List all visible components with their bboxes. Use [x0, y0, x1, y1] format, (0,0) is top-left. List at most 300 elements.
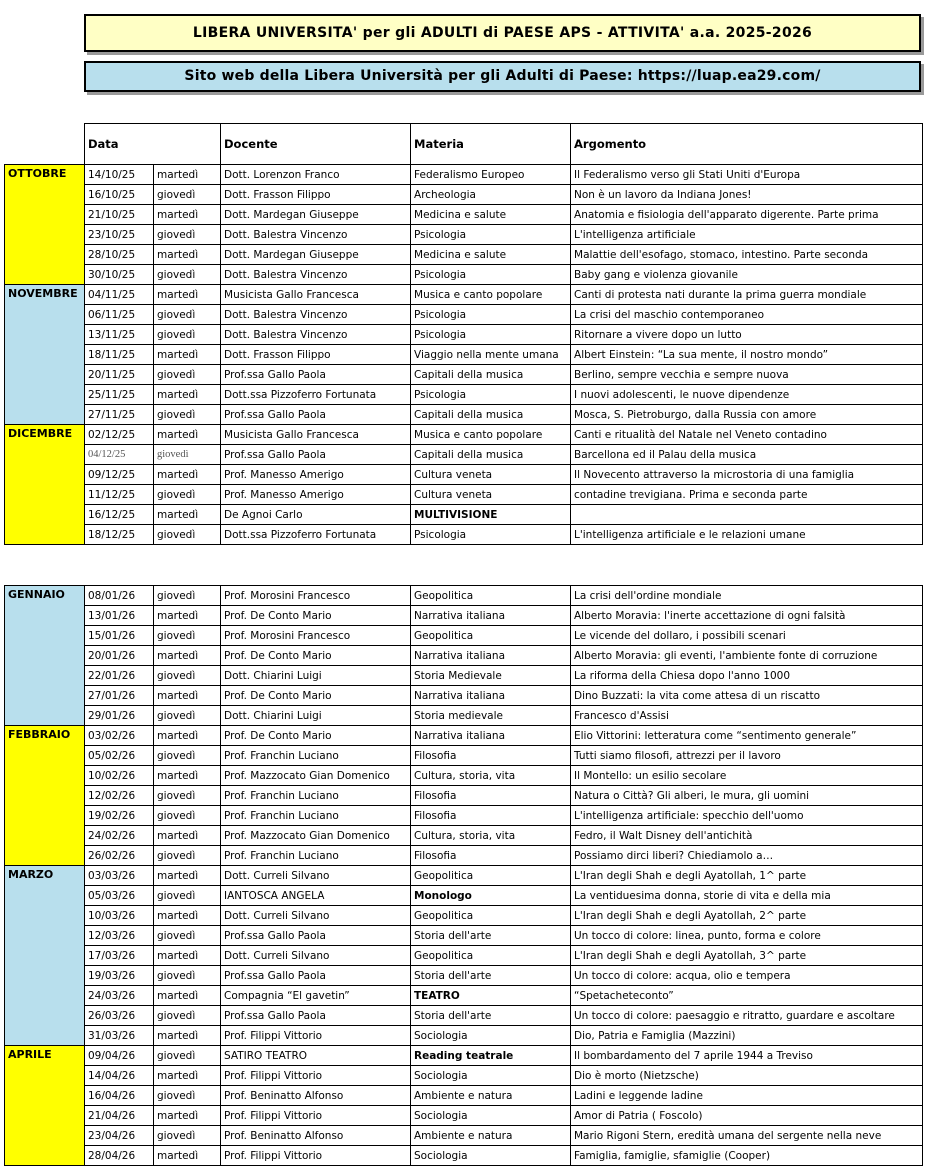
column-header-materia: Materia — [411, 124, 571, 165]
subject-cell: Federalismo Europeo — [411, 165, 571, 185]
table-row — [5, 806, 923, 826]
topic-cell: Canti e ritualità del Natale nel Veneto contadino — [571, 425, 923, 445]
subject-cell: Narrativa italiana — [411, 726, 571, 746]
teacher-cell: Prof. Filippi Vittorio — [221, 1026, 411, 1046]
date-cell: 19/03/26 — [85, 966, 154, 986]
topic-cell: Ladini e leggende ladine — [571, 1086, 923, 1106]
subject-cell: MULTIVISIONE — [411, 505, 571, 525]
subject-cell: Storia Medievale — [411, 666, 571, 686]
topic-cell: Dio è morto (Nietzsche) — [571, 1066, 923, 1086]
teacher-cell: Dott. Balestra Vincenzo — [221, 305, 411, 325]
subject-cell: Medicina e salute — [411, 245, 571, 265]
table-row — [5, 1026, 923, 1046]
teacher-cell: Prof. De Conto Mario — [221, 606, 411, 626]
month-label-novembre: NOVEMBRE — [5, 285, 85, 425]
subject-cell: Cultura, storia, vita — [411, 826, 571, 846]
weekday-cell: giovedì — [154, 525, 221, 545]
teacher-cell: Dott. Frasson Filippo — [221, 185, 411, 205]
subject-cell: Psicologia — [411, 385, 571, 405]
table-row — [5, 1146, 923, 1166]
date-cell: 03/03/26 — [85, 866, 154, 886]
column-header-data: Data — [85, 124, 221, 165]
date-cell: 14/10/25 — [85, 165, 154, 185]
teacher-cell: Dott. Balestra Vincenzo — [221, 325, 411, 345]
subject-cell: Filosofia — [411, 806, 571, 826]
table-row — [5, 1126, 923, 1146]
teacher-cell: Prof.ssa Gallo Paola — [221, 966, 411, 986]
date-cell: 20/11/25 — [85, 365, 154, 385]
topic-cell: contadine trevigiana. Prima e seconda parte — [571, 485, 923, 505]
topic-cell: Un tocco di colore: paesaggio e ritratto, guardare e ascoltare — [571, 1006, 923, 1026]
table-row — [5, 185, 923, 205]
date-cell: 23/04/26 — [85, 1126, 154, 1146]
weekday-cell: giovedì — [154, 926, 221, 946]
date-cell: 18/12/25 — [85, 525, 154, 545]
weekday-cell: martedì — [154, 205, 221, 225]
subject-cell: Psicologia — [411, 225, 571, 245]
weekday-cell: martedì — [154, 345, 221, 365]
topic-cell: Anatomia e fisiologia dell'apparato digerente. Parte prima — [571, 205, 923, 225]
weekday-cell: martedì — [154, 1106, 221, 1126]
column-header-argomento: Argomento — [571, 124, 923, 165]
schedule-table-autumn — [4, 123, 923, 545]
topic-cell: La crisi del maschio contemporaneo — [571, 305, 923, 325]
table-row — [5, 1086, 923, 1106]
weekday-cell: giovedì — [154, 305, 221, 325]
teacher-cell: Prof.ssa Gallo Paola — [221, 445, 411, 465]
subject-cell: Sociologia — [411, 1066, 571, 1086]
teacher-cell: Prof. De Conto Mario — [221, 726, 411, 746]
weekday-cell: martedì — [154, 1026, 221, 1046]
date-cell: 25/11/25 — [85, 385, 154, 405]
date-cell: 11/12/25 — [85, 485, 154, 505]
subject-cell: Narrativa italiana — [411, 606, 571, 626]
date-cell: 12/03/26 — [85, 926, 154, 946]
subject-cell: Ambiente e natura — [411, 1086, 571, 1106]
table-row — [5, 646, 923, 666]
teacher-cell: Prof. Franchin Luciano — [221, 806, 411, 826]
subject-cell: Musica e canto popolare — [411, 285, 571, 305]
topic-cell: L'Iran degli Shah e degli Ayatollah, 3^ parte — [571, 946, 923, 966]
date-cell: 05/02/26 — [85, 746, 154, 766]
topic-cell: Dino Buzzati: la vita come attesa di un riscatto — [571, 686, 923, 706]
table-row — [5, 946, 923, 966]
teacher-cell: IANTOSCA ANGELA — [221, 886, 411, 906]
subject-cell: Psicologia — [411, 325, 571, 345]
topic-cell: Le vicende del dollaro, i possibili scenari — [571, 626, 923, 646]
table-row — [5, 245, 923, 265]
table-row — [5, 686, 923, 706]
topic-cell: Mosca, S. Pietroburgo, dalla Russia con amore — [571, 405, 923, 425]
weekday-cell: giovedì — [154, 586, 221, 606]
topic-cell: L'Iran degli Shah e degli Ayatollah, 2^ parte — [571, 906, 923, 926]
weekday-cell: martedì — [154, 165, 221, 185]
weekday-cell: martedì — [154, 646, 221, 666]
month-label-dicembre: DICEMBRE — [5, 425, 85, 545]
weekday-cell: martedì — [154, 946, 221, 966]
weekday-cell: martedì — [154, 986, 221, 1006]
table-row — [5, 1106, 923, 1126]
teacher-cell: Dott. Balestra Vincenzo — [221, 265, 411, 285]
weekday-cell: giovedì — [154, 445, 221, 465]
date-cell: 15/01/26 — [85, 626, 154, 646]
topic-cell: Barcellona ed il Palau della musica — [571, 445, 923, 465]
weekday-cell: giovedì — [154, 666, 221, 686]
topic-cell: L'intelligenza artificiale: specchio dell'uomo — [571, 806, 923, 826]
table-row — [5, 706, 923, 726]
teacher-cell: Prof.ssa Gallo Paola — [221, 405, 411, 425]
weekday-cell: giovedì — [154, 225, 221, 245]
weekday-cell: giovedì — [154, 786, 221, 806]
table-row — [5, 385, 923, 405]
date-cell: 08/01/26 — [85, 586, 154, 606]
weekday-cell: giovedì — [154, 185, 221, 205]
subject-cell: TEATRO — [411, 986, 571, 1006]
date-cell: 21/10/25 — [85, 205, 154, 225]
topic-cell: Mario Rigoni Stern, eredità umana del sergente nella neve — [571, 1126, 923, 1146]
table-row — [5, 1046, 923, 1066]
teacher-cell: Prof. Morosini Francesco — [221, 586, 411, 606]
website-banner: Sito web della Libera Università per gli Adulti di Paese: https://luap.ea29.com/ — [84, 61, 921, 92]
table-row — [5, 746, 923, 766]
topic-cell: Ritornare a vivere dopo un lutto — [571, 325, 923, 345]
teacher-cell: Dott. Curreli Silvano — [221, 866, 411, 886]
subject-cell: Capitali della musica — [411, 365, 571, 385]
topic-cell: Un tocco di colore: acqua, olio e tempera — [571, 966, 923, 986]
weekday-cell: giovedì — [154, 1126, 221, 1146]
date-cell: 16/04/26 — [85, 1086, 154, 1106]
date-cell: 16/10/25 — [85, 185, 154, 205]
date-cell: 03/02/26 — [85, 726, 154, 746]
date-cell: 26/03/26 — [85, 1006, 154, 1026]
teacher-cell: Prof. Filippi Vittorio — [221, 1106, 411, 1126]
subject-cell: Filosofia — [411, 786, 571, 806]
column-header-docente: Docente — [221, 124, 411, 165]
topic-cell: Possiamo dirci liberi? Chiediamolo a… — [571, 846, 923, 866]
teacher-cell: Prof.ssa Gallo Paola — [221, 1006, 411, 1026]
weekday-cell: martedì — [154, 606, 221, 626]
weekday-cell: giovedì — [154, 1006, 221, 1026]
topic-cell: Il Montello: un esilio secolare — [571, 766, 923, 786]
topic-cell: Amor di Patria ( Foscolo) — [571, 1106, 923, 1126]
weekday-cell: martedì — [154, 385, 221, 405]
date-cell: 23/10/25 — [85, 225, 154, 245]
subject-cell: Capitali della musica — [411, 445, 571, 465]
subject-cell: Cultura veneta — [411, 465, 571, 485]
table-row — [5, 265, 923, 285]
topic-cell: Elio Vittorini: letteratura come “sentimento generale” — [571, 726, 923, 746]
table-row — [5, 425, 923, 445]
month-label-febbraio: FEBBRAIO — [5, 726, 85, 866]
topic-cell: Fedro, il Walt Disney dell'antichità — [571, 826, 923, 846]
subject-cell: Psicologia — [411, 265, 571, 285]
weekday-cell: martedì — [154, 726, 221, 746]
subject-cell: Storia dell'arte — [411, 926, 571, 946]
table-row — [5, 445, 923, 465]
topic-cell: L'intelligenza artificiale e le relazioni umane — [571, 525, 923, 545]
date-cell: 17/03/26 — [85, 946, 154, 966]
date-cell: 24/03/26 — [85, 986, 154, 1006]
subject-cell: Psicologia — [411, 305, 571, 325]
topic-cell: Alberto Moravia: l'inerte accettazione di ogni falsità — [571, 606, 923, 626]
teacher-cell: Prof. De Conto Mario — [221, 686, 411, 706]
teacher-cell: Dott. Curreli Silvano — [221, 906, 411, 926]
date-cell: 29/01/26 — [85, 706, 154, 726]
table-row — [5, 846, 923, 866]
teacher-cell: Prof. Manesso Amerigo — [221, 465, 411, 485]
topic-cell: Il Federalismo verso gli Stati Uniti d'Europa — [571, 165, 923, 185]
table-row — [5, 465, 923, 485]
teacher-cell: SATIRO TEATRO — [221, 1046, 411, 1066]
table-row — [5, 365, 923, 385]
date-cell: 26/02/26 — [85, 846, 154, 866]
table-row — [5, 1006, 923, 1026]
subject-cell: Storia dell'arte — [411, 966, 571, 986]
weekday-cell: giovedì — [154, 325, 221, 345]
topic-cell: Baby gang e violenza giovanile — [571, 265, 923, 285]
subject-cell: Musica e canto popolare — [411, 425, 571, 445]
weekday-cell: giovedì — [154, 365, 221, 385]
table-row — [5, 606, 923, 626]
date-cell: 04/11/25 — [85, 285, 154, 305]
topic-cell: I nuovi adolescenti, le nuove dipendenze — [571, 385, 923, 405]
date-cell: 05/03/26 — [85, 886, 154, 906]
weekday-cell: giovedì — [154, 485, 221, 505]
table-row — [5, 986, 923, 1006]
topic-cell: Famiglia, famiglie, sfamiglie (Cooper) — [571, 1146, 923, 1166]
weekday-cell: martedì — [154, 1066, 221, 1086]
subject-cell: Geopolitica — [411, 586, 571, 606]
teacher-cell: Musicista Gallo Francesca — [221, 425, 411, 445]
date-cell: 31/03/26 — [85, 1026, 154, 1046]
month-label-ottobre: OTTOBRE — [5, 165, 85, 285]
subject-cell: Geopolitica — [411, 626, 571, 646]
teacher-cell: Dott. Lorenzon Franco — [221, 165, 411, 185]
title-banner: LIBERA UNIVERSITA' per gli ADULTI di PAESE APS - ATTIVITA' a.a. 2025-2026 — [84, 14, 921, 52]
weekday-cell: martedì — [154, 245, 221, 265]
teacher-cell: De Agnoi Carlo — [221, 505, 411, 525]
date-cell: 16/12/25 — [85, 505, 154, 525]
weekday-cell: martedì — [154, 505, 221, 525]
table-row — [5, 906, 923, 926]
table-row — [5, 1066, 923, 1086]
weekday-cell: martedì — [154, 866, 221, 886]
date-cell: 21/04/26 — [85, 1106, 154, 1126]
teacher-cell: Dott. Balestra Vincenzo — [221, 225, 411, 245]
date-cell: 10/02/26 — [85, 766, 154, 786]
teacher-cell: Compagnia “El gavetin” — [221, 986, 411, 1006]
table-row — [5, 626, 923, 646]
date-cell: 28/04/26 — [85, 1146, 154, 1166]
table-row — [5, 285, 923, 305]
table-row — [5, 886, 923, 906]
weekday-cell: giovedì — [154, 265, 221, 285]
table-row — [5, 826, 923, 846]
teacher-cell: Prof. Mazzocato Gian Domenico — [221, 826, 411, 846]
topic-cell: Dio, Patria e Famiglia (Mazzini) — [571, 1026, 923, 1046]
date-cell: 20/01/26 — [85, 646, 154, 666]
topic-cell: Albert Einstein: “La sua mente, il nostro mondo” — [571, 345, 923, 365]
subject-cell: Narrativa italiana — [411, 646, 571, 666]
table-row — [5, 205, 923, 225]
weekday-cell: giovedì — [154, 966, 221, 986]
teacher-cell: Prof. Filippi Vittorio — [221, 1066, 411, 1086]
weekday-cell: martedì — [154, 686, 221, 706]
date-cell: 09/04/26 — [85, 1046, 154, 1066]
month-label-aprile: APRILE — [5, 1046, 85, 1166]
schedule-table-spring — [4, 585, 923, 1166]
teacher-cell: Dott.ssa Pizzoferro Fortunata — [221, 385, 411, 405]
subject-cell: Reading teatrale — [411, 1046, 571, 1066]
teacher-cell: Prof.ssa Gallo Paola — [221, 926, 411, 946]
date-cell: 13/01/26 — [85, 606, 154, 626]
subject-cell: Sociologia — [411, 1026, 571, 1046]
topic-cell: Malattie dell'esofago, stomaco, intestino. Parte seconda — [571, 245, 923, 265]
teacher-cell: Prof. De Conto Mario — [221, 646, 411, 666]
table-row — [5, 305, 923, 325]
table-row — [5, 405, 923, 425]
teacher-cell: Prof. Franchin Luciano — [221, 786, 411, 806]
subject-cell: Storia medievale — [411, 706, 571, 726]
teacher-cell: Dott. Mardegan Giuseppe — [221, 205, 411, 225]
subject-cell: Capitali della musica — [411, 405, 571, 425]
weekday-cell: martedì — [154, 826, 221, 846]
table-row — [5, 966, 923, 986]
teacher-cell: Prof. Manesso Amerigo — [221, 485, 411, 505]
date-cell: 30/10/25 — [85, 265, 154, 285]
subject-cell: Archeologia — [411, 185, 571, 205]
table-row — [5, 766, 923, 786]
date-cell: 12/02/26 — [85, 786, 154, 806]
weekday-cell: martedì — [154, 766, 221, 786]
topic-cell: Il Novecento attraverso la microstoria di una famiglia — [571, 465, 923, 485]
weekday-cell: giovedì — [154, 626, 221, 646]
date-cell: 02/12/25 — [85, 425, 154, 445]
date-cell: 09/12/25 — [85, 465, 154, 485]
date-cell: 13/11/25 — [85, 325, 154, 345]
month-label-marzo: MARZO — [5, 866, 85, 1046]
teacher-cell: Prof.ssa Gallo Paola — [221, 365, 411, 385]
date-cell: 27/01/26 — [85, 686, 154, 706]
table-row — [5, 485, 923, 505]
topic-cell: Alberto Moravia: gli eventi, l'ambiente fonte di corruzione — [571, 646, 923, 666]
weekday-cell: martedì — [154, 285, 221, 305]
teacher-cell: Prof. Mazzocato Gian Domenico — [221, 766, 411, 786]
subject-cell: Narrativa italiana — [411, 686, 571, 706]
weekday-cell: giovedì — [154, 405, 221, 425]
teacher-cell: Prof. Beninatto Alfonso — [221, 1086, 411, 1106]
topic-cell: Tutti siamo filosofi, attrezzi per il lavoro — [571, 746, 923, 766]
topic-cell: Un tocco di colore: linea, punto, forma e colore — [571, 926, 923, 946]
table-row — [5, 225, 923, 245]
table-row — [5, 726, 923, 746]
subject-cell: Geopolitica — [411, 866, 571, 886]
topic-cell: La crisi dell'ordine mondiale — [571, 586, 923, 606]
teacher-cell: Dott. Mardegan Giuseppe — [221, 245, 411, 265]
date-cell: 10/03/26 — [85, 906, 154, 926]
weekday-cell: giovedì — [154, 706, 221, 726]
teacher-cell: Dott. Frasson Filippo — [221, 345, 411, 365]
topic-cell: Francesco d'Assisi — [571, 706, 923, 726]
subject-cell: Viaggio nella mente umana — [411, 345, 571, 365]
table-row — [5, 666, 923, 686]
subject-cell: Monologo — [411, 886, 571, 906]
topic-cell: L'Iran degli Shah e degli Ayatollah, 1^ parte — [571, 866, 923, 886]
topic-cell: Canti di protesta nati durante la prima guerra mondiale — [571, 285, 923, 305]
date-cell: 04/12/25 — [85, 445, 154, 465]
weekday-cell: giovedì — [154, 1086, 221, 1106]
teacher-cell: Dott. Curreli Silvano — [221, 946, 411, 966]
subject-cell: Ambiente e natura — [411, 1126, 571, 1146]
date-cell: 27/11/25 — [85, 405, 154, 425]
topic-cell — [571, 505, 923, 525]
weekday-cell: giovedì — [154, 846, 221, 866]
table-row — [5, 586, 923, 606]
topic-cell: L'intelligenza artificiale — [571, 225, 923, 245]
subject-cell: Sociologia — [411, 1106, 571, 1126]
teacher-cell: Prof. Beninatto Alfonso — [221, 1126, 411, 1146]
table-row — [5, 325, 923, 345]
subject-cell: Cultura, storia, vita — [411, 766, 571, 786]
topic-cell: La riforma della Chiesa dopo l'anno 1000 — [571, 666, 923, 686]
header-blank — [5, 124, 85, 165]
subject-cell: Geopolitica — [411, 946, 571, 966]
subject-cell: Geopolitica — [411, 906, 571, 926]
topic-cell: “Spetacheteconto” — [571, 986, 923, 1006]
table-row — [5, 165, 923, 185]
subject-cell: Cultura veneta — [411, 485, 571, 505]
subject-cell: Medicina e salute — [411, 205, 571, 225]
teacher-cell: Prof. Franchin Luciano — [221, 846, 411, 866]
teacher-cell: Dott. Chiarini Luigi — [221, 706, 411, 726]
subject-cell: Psicologia — [411, 525, 571, 545]
table-header — [5, 124, 923, 165]
date-cell: 14/04/26 — [85, 1066, 154, 1086]
subject-cell: Storia dell'arte — [411, 1006, 571, 1026]
topic-cell: Il bombardamento del 7 aprile 1944 a Treviso — [571, 1046, 923, 1066]
table-row — [5, 345, 923, 365]
topic-cell: Natura o Città? Gli alberi, le mura, gli uomini — [571, 786, 923, 806]
date-cell: 24/02/26 — [85, 826, 154, 846]
topic-cell: Non è un lavoro da Indiana Jones! — [571, 185, 923, 205]
table-row — [5, 525, 923, 545]
date-cell: 19/02/26 — [85, 806, 154, 826]
date-cell: 28/10/25 — [85, 245, 154, 265]
weekday-cell: martedì — [154, 1146, 221, 1166]
date-cell: 22/01/26 — [85, 666, 154, 686]
subject-cell: Sociologia — [411, 1146, 571, 1166]
teacher-cell: Musicista Gallo Francesca — [221, 285, 411, 305]
table-row — [5, 866, 923, 886]
weekday-cell: giovedì — [154, 806, 221, 826]
weekday-cell: giovedì — [154, 746, 221, 766]
topic-cell: La ventiduesima donna, storie di vita e della mia — [571, 886, 923, 906]
topic-cell: Berlino, sempre vecchia e sempre nuova — [571, 365, 923, 385]
teacher-cell: Prof. Franchin Luciano — [221, 746, 411, 766]
table-row — [5, 505, 923, 525]
teacher-cell: Dott.ssa Pizzoferro Fortunata — [221, 525, 411, 545]
table-row — [5, 926, 923, 946]
weekday-cell: giovedì — [154, 886, 221, 906]
date-cell: 06/11/25 — [85, 305, 154, 325]
table-row — [5, 786, 923, 806]
weekday-cell: martedì — [154, 425, 221, 445]
weekday-cell: martedì — [154, 465, 221, 485]
month-label-gennaio: GENNAIO — [5, 586, 85, 726]
teacher-cell: Prof. Morosini Francesco — [221, 626, 411, 646]
teacher-cell: Prof. Filippi Vittorio — [221, 1146, 411, 1166]
weekday-cell: giovedì — [154, 1046, 221, 1066]
